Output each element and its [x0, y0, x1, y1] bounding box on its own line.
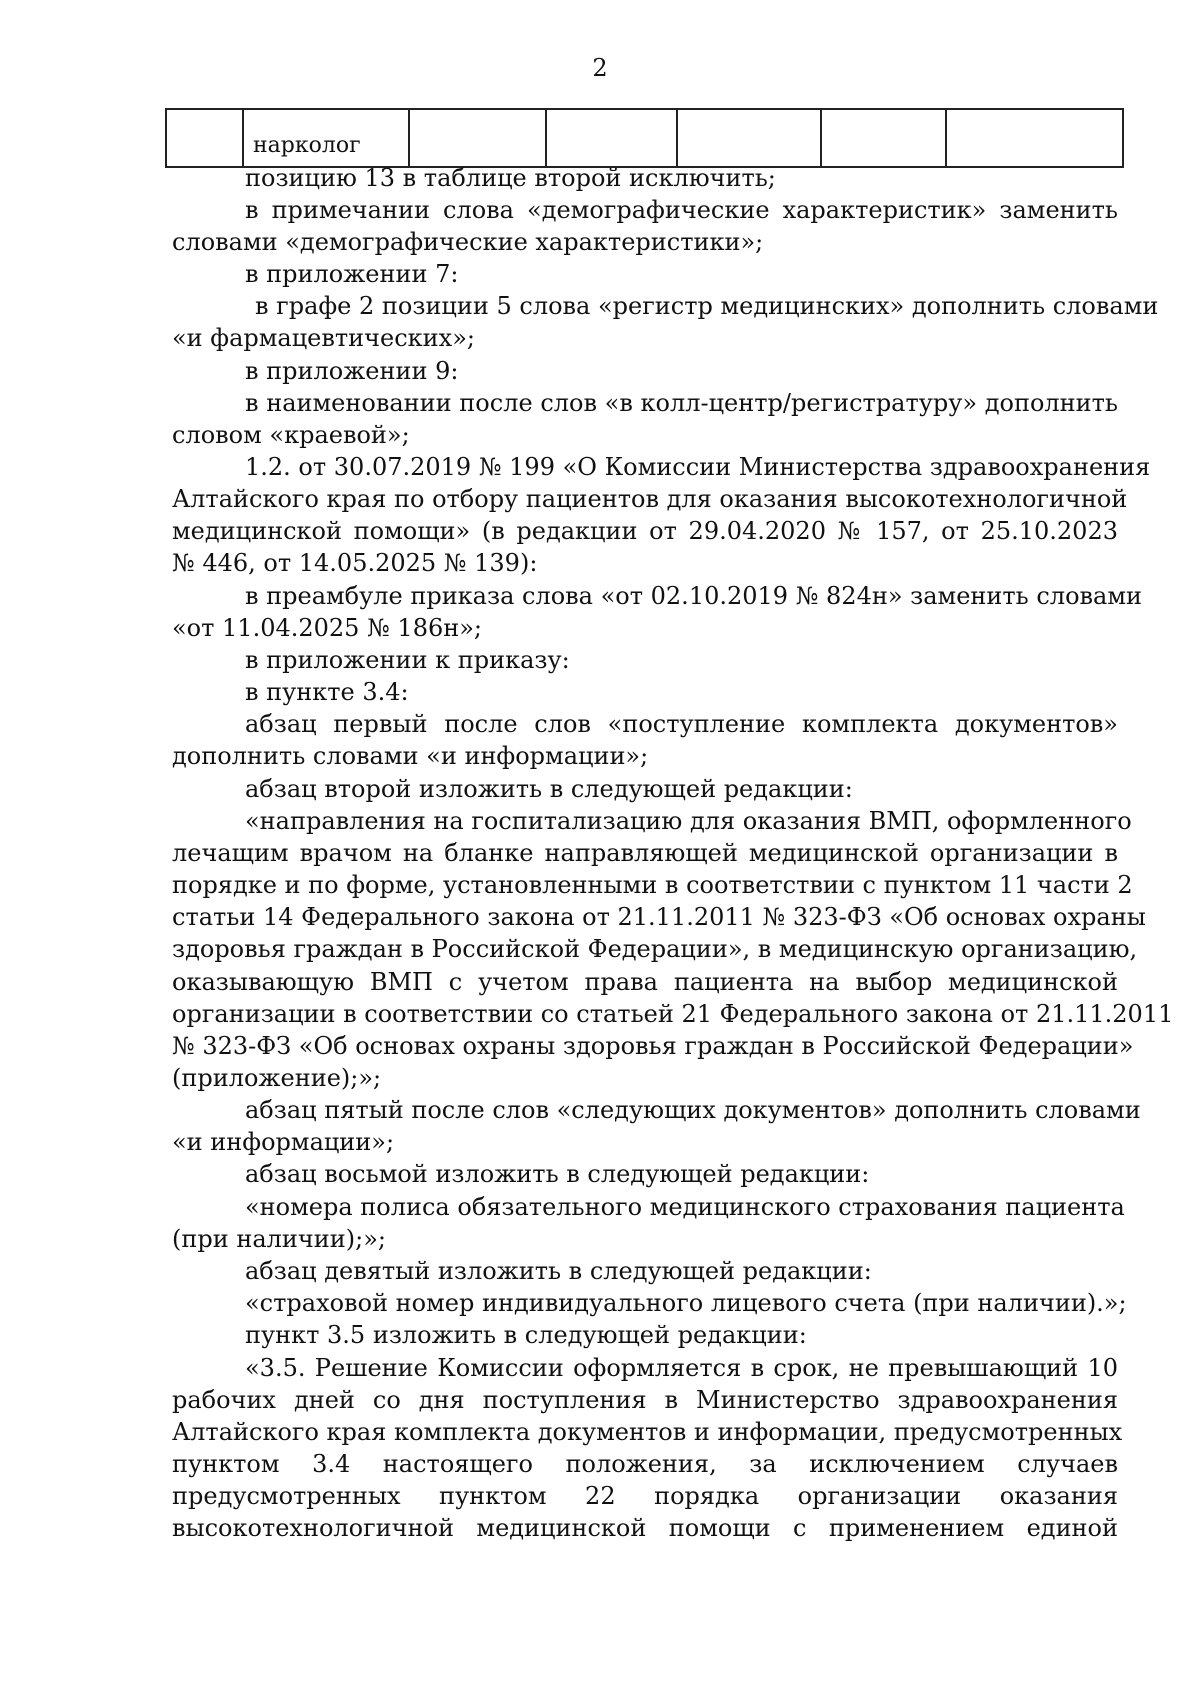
text-line: № 323-ФЗ «Об основах охраны здоровья граждан в Российской Федерации» [172, 1032, 1134, 1060]
text-line: Алтайского края комплекта документов и информации, предусмотренных [172, 1418, 1123, 1446]
table-cell [546, 109, 677, 167]
text-line: «3.5. Решение Комиссии оформляется в срок, не превышающий 10 [245, 1354, 1118, 1382]
text-line: в приложении 9: [245, 357, 459, 385]
text-line: словами «демографические характеристики»; [172, 228, 764, 256]
page-number: 2 [592, 54, 608, 82]
text-line: рабочих дней со дня поступления в Министерство здравоохранения [172, 1386, 1118, 1414]
text-line: в примечании слова «демографические характеристик» заменить [245, 196, 1118, 224]
text-line: высокотехнологичной медицинской помощи с применением единой [172, 1514, 1118, 1542]
table-cell [946, 109, 1123, 167]
text-line: лечащим врачом на бланке направляющей медицинской организации в [172, 839, 1118, 867]
text-line: организации в соответствии со статьей 21 Федерального закона от 21.11.2011 [172, 1000, 1174, 1028]
text-line: (приложение);»; [172, 1064, 382, 1092]
top-table [165, 108, 1124, 168]
text-line: 1.2. от 30.07.2019 № 199 «О Комиссии Министерства здравоохранения [245, 453, 1151, 481]
text-line: в приложении 7: [245, 260, 459, 288]
text-line: предусмотренных пунктом 22 порядка организации оказания [172, 1482, 1118, 1510]
text-line: оказывающую ВМП с учетом права пациента на выбор медицинской [172, 968, 1118, 996]
text-line: в наименовании после слов «в колл-центр/регистратуру» дополнить [245, 389, 1118, 417]
text-line: (при наличии);»; [172, 1225, 386, 1253]
text-line: абзац пятый после слов «следующих документов» дополнить словами [245, 1096, 1141, 1124]
text-line: «от 11.04.2025 № 186н»; [172, 614, 482, 642]
text-line: медицинской помощи» (в редакции от 29.04.2020 № 157, от 25.10.2023 [172, 517, 1118, 545]
text-line: в приложении к приказу: [245, 646, 570, 674]
text-line: словом «краевой»; [172, 421, 410, 449]
table-cell [409, 109, 546, 167]
text-line: пунктом 3.4 настоящего положения, за исключением случаев [172, 1450, 1118, 1478]
table-cell: нарколог [243, 109, 409, 167]
table-row [166, 109, 1123, 167]
text-line: абзац девятый изложить в следующей редакции: [245, 1257, 872, 1285]
text-line: статьи 14 Федерального закона от 21.11.2011 № 323-ФЗ «Об основах охраны [172, 903, 1146, 931]
text-line: абзац первый после слов «поступление комплекта документов» [245, 710, 1118, 738]
text-line: здоровья граждан в Российской Федерации», в медицинскую организацию, [172, 935, 1138, 963]
text-line: абзац восьмой изложить в следующей редакции: [245, 1160, 870, 1188]
text-line: в пункте 3.4: [245, 678, 409, 706]
text-line: «и информации»; [172, 1128, 395, 1156]
text-line: порядке и по форме, установленными в соответствии с пунктом 11 части 2 [172, 871, 1133, 899]
text-line: «направления на госпитализацию для оказания ВМП, оформленного [245, 807, 1132, 835]
text-line: в преамбуле приказа слова «от 02.10.2019 № 824н» заменить словами [245, 582, 1142, 610]
text-line: № 446, от 14.05.2025 № 139): [172, 549, 538, 577]
text-line: дополнить словами «и информации»; [172, 742, 649, 770]
text-line: в графе 2 позиции 5 слова «регистр медицинских» дополнить словами [255, 292, 1159, 320]
table-cell [821, 109, 946, 167]
table-cell [677, 109, 821, 167]
text-line: пункт 3.5 изложить в следующей редакции: [245, 1321, 807, 1349]
text-line: позицию 13 в таблице второй исключить; [245, 164, 776, 192]
text-line: «номера полиса обязательного медицинского страхования пациента [245, 1193, 1125, 1221]
text-line: абзац второй изложить в следующей редакции: [245, 775, 853, 803]
table-cell [166, 109, 243, 167]
text-line: «и фармацевтических»; [172, 324, 475, 352]
text-line: Алтайского края по отбору пациентов для оказания высокотехнологичной [172, 485, 1128, 513]
text-line: «страховой номер индивидуального лицевого счета (при наличии).»; [245, 1289, 1127, 1317]
